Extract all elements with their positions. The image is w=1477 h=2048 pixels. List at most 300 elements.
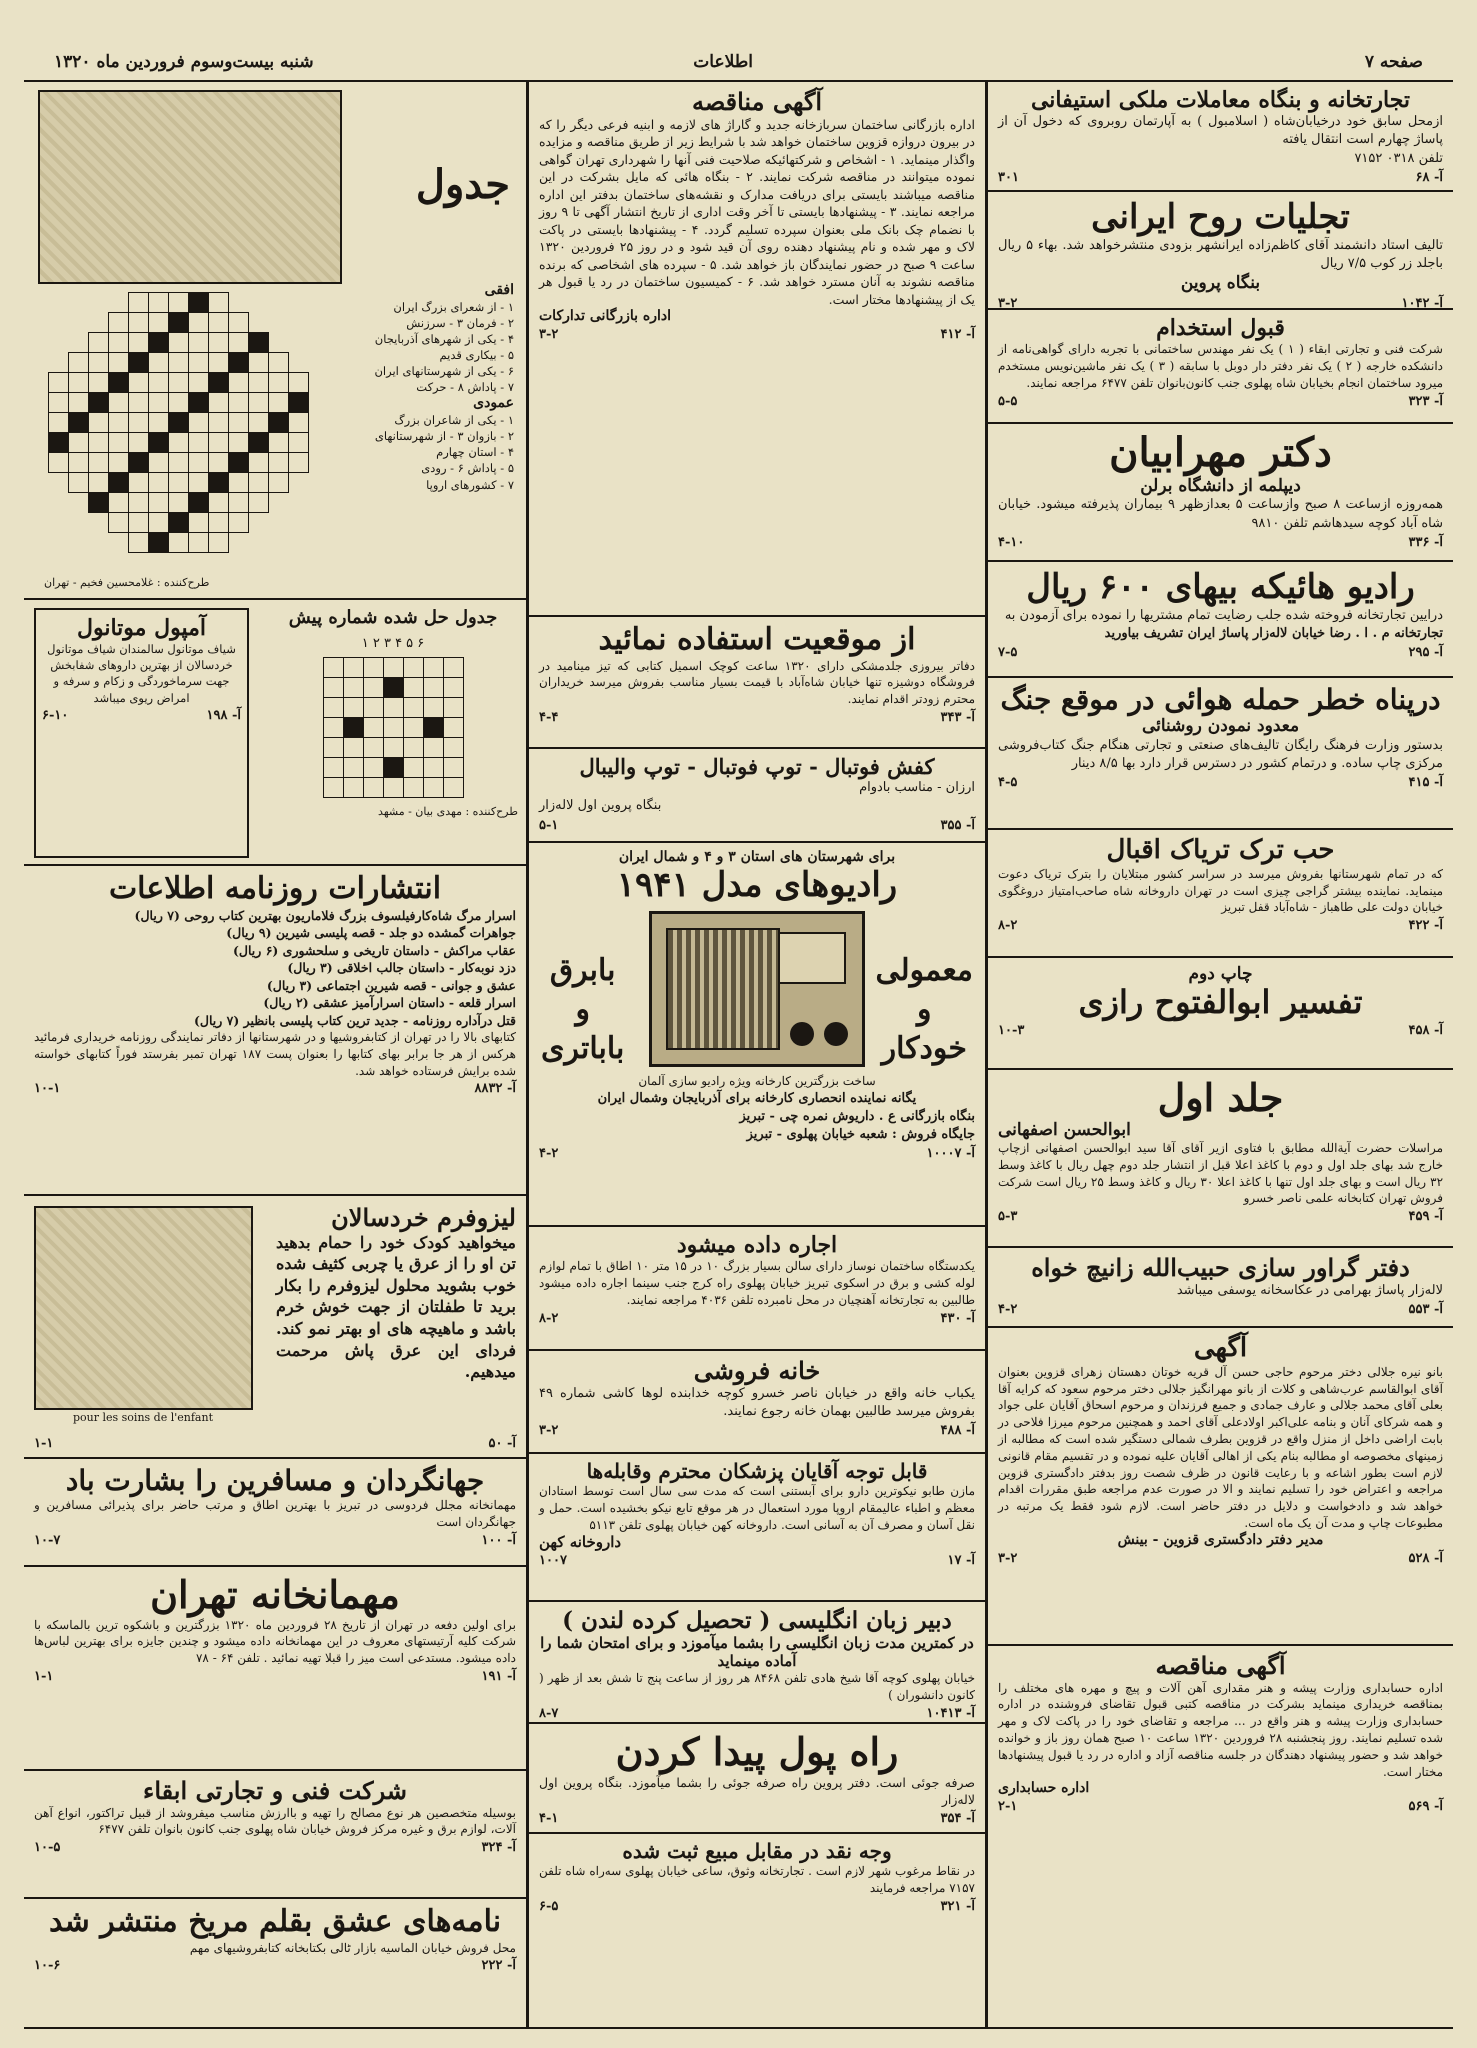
grid-cell: [249, 473, 269, 493]
grid-cell: [269, 413, 289, 433]
ad-body: دفاتر بیروزی جلدمشکی دارای ۱۳۲۰ ساعت کوچک اسمیل کتابی که تیز مینامید در فروشگاه دوشیزه تنها خیابان شاه‌آباد با قیمت بسیار مناسب بفروش میرسد خریداران محترم زودتر اقدام نمایند.: [539, 658, 975, 707]
ad-code: آ- ۱۰۴۲: [1401, 295, 1443, 310]
grid-cell: [129, 493, 149, 513]
grid-cell: [189, 473, 209, 493]
crossword-table: [48, 292, 309, 553]
grid-cell: [423, 777, 443, 797]
ad-title: دکتر مهرابیان: [1109, 429, 1332, 476]
grid-cell: [323, 737, 343, 757]
ad-ampoule-motanol: [34, 608, 249, 858]
grid-cell: [249, 433, 269, 453]
ad-title: وجه نقد در مقابل مبیع ثبت شده: [622, 1839, 892, 1863]
grid-cell: [149, 513, 169, 533]
grid-cell: [383, 657, 403, 677]
ad-air-raid: [988, 678, 1453, 830]
grid-cell: [289, 393, 309, 413]
ad-title: رادیو هائیکه بیهای ۶۰۰ ریال: [1026, 567, 1415, 607]
grid-cell: [269, 373, 289, 393]
ad-body: تالیف استاد دانشمند آقای کاظم‌زاده ایرانشهر بزودی منتشرخواهد شد. بهاء ۵ ریال باجلد زر کوب ۷/۵ ریال: [998, 238, 1444, 272]
ad-body: بدستور وزارت فرهنگ رایگان تالیف‌های صنعتی و تجارتی هنگام جنگ کتاب‌فروشی مرکزی چاپ ساده. و درتمام کشور در دسترس قرار دارد بها ۸/۵ دینار: [998, 737, 1443, 771]
grid-cell: [69, 513, 89, 533]
grid-cell: [189, 453, 209, 473]
ad-place: بنگاه پروین: [1180, 273, 1261, 294]
grid-cell: [69, 333, 89, 353]
grid-cell: [209, 333, 229, 353]
grid-cell: [149, 313, 169, 333]
grid-cell: [69, 493, 89, 513]
ad-title: راه پول پیدا کردن: [615, 1729, 899, 1774]
ad-tafsir: [988, 958, 1453, 1070]
ad-body: میخواهید کودک خود را حمام بدهید تن او را از عرق یا چربی کثیف شده خوب بشوید محلول لیزوفرم را بکار برید تا طفلتان از جهت خوش خرم باشد و ماهیچه های او بهتر نمو کند. فردای این عرق پاش مرحمت میدهیم.: [276, 1232, 516, 1382]
ad-make-money: [529, 1724, 985, 1834]
grid-cell: [289, 453, 309, 473]
radio-illustration: [649, 911, 865, 1067]
grid-cell: [383, 697, 403, 717]
grid-cell: [249, 353, 269, 373]
ad-title: نامه‌های عشق بقلم مریخ منتشر شد: [48, 1904, 502, 1939]
crossword-header-illustration: [38, 90, 342, 284]
grid-cell: [443, 717, 463, 737]
ad-for-rent: [529, 1227, 985, 1351]
grid-cell: [169, 313, 189, 333]
ad-number: ۳-۲: [539, 326, 559, 342]
ad-body: بوسیله متخصصین هر نوع مصالح را تهیه و باارزش مناسب میفروشد از قبیل تراکتور، انواع آهن آلات، لوازم برق و غیره مرکز فروش خیابان شاه پهلوی جنب کانون بانوان تلفن ۶۴۷۷: [34, 1805, 516, 1837]
ad-code: آ- ۶۸: [1415, 169, 1443, 185]
grid-cell: [69, 413, 89, 433]
grid-cell: [229, 453, 249, 473]
crossword-credit: طرح‌کننده : غلامحسین فخیم - تهران: [44, 575, 210, 589]
grid-cell: [49, 333, 69, 353]
grid-cell: [343, 757, 363, 777]
ad-body: محل فروش خیابان الماسیه بازار ٹالی بکتابخانه کتابفروشیهای مهم: [189, 1940, 516, 1955]
clue-item: ۵ - بیکاری قدیم: [439, 348, 514, 363]
grid-cell: [269, 333, 289, 353]
ad-address: تجارتخانه م . ا . رضا خیابان لاله‌زار پاساژ ایران تشریف بیاورید: [1104, 626, 1443, 642]
ad-english-teacher: [529, 1602, 985, 1724]
solved-puzzle-title: جدول حل شده شماره پیش: [288, 607, 498, 628]
publication-item: دزد نوبه‌کار - داستان جالب اخلاقی (۳ ریال): [287, 960, 516, 975]
grid-cell: [229, 533, 249, 553]
ad-code: آ- ۳۲۳: [1408, 393, 1443, 409]
grid-cell: [89, 313, 109, 333]
grid-cell: [323, 777, 343, 797]
ad-body: اداره بازرگانی ساختمان سربازخانه جدید و گاراژ های لازمه و ابنیه فرعی دیگر را که در بیرون دروازه قزوین ساختمان خواهد شد با شرایط زیر از طریق مناقصه و مزایده واگذار مینماید. ۱ - اشخاص و شرکتهائیکه صلاحیت فنی آنها را شهرداری تهران گواهی نموده میتوانند در مناقصه شرکت نمایند. ۲ - بنگاه هائی که مایل بشرکت در این مناقصه میباشند بایستی برای دریافت مدارک و نقشه‌های ساختمان بدفتر این اداره مراجعه نمایند. ۳ - پیشنهادها بایستی تا آخر وقت اداری از تاریخ انتشار آگهی تا ۹ روز با نضمام چک بانک ملی بعنوان سپرده تسلیم گردد. ۴ - پیشنهادها بایستی در پاکت لاک و مهر شده و نام پیشنهاد دهنده روی آن قید شود و در روز ۲۵ فروردین ۱۳۲۰ ساعت ۹ صبح در حضور نمایندگان باز خواهد شد. ۵ - سپرده های اشخاصی که برنده مناقصه نشوند به آنان مسترد خواهد شد. ۶ - کمیسیون ساختمان در رد یا قبول هر یک از پیشنهادها مختار است.: [539, 116, 976, 307]
grid-cell: [189, 393, 209, 413]
grid-cell: [49, 413, 69, 433]
radio-type-auto: خودکار: [881, 1031, 967, 1066]
ad-code: آ- ۵۲۸: [1408, 1550, 1443, 1566]
grid-cell: [189, 373, 209, 393]
ad-number: ۶-۵: [539, 1898, 559, 1914]
ad-body: اداره حسابداری وزارت پیشه و هنر مقداری آهن آلات و پیچ و مهره های مختلف را بمناقصه خریداری مینماید بشرکت در مناقصه کتبی قبول تقاضای فروشنده در اداره حسابداری وزارت پیشه و هنر واقع در ... مراجعه و تقاضای خود را در پاکت لاک و مهر شده تسلیم نمایند. روز پنجشنبه ۲۸ فروردین ۱۳۲۰ ساعت ۱۰ صبح همان روز باز و خوانده خواهد شد و حضور پیشنهاد دهندگان در جلسه مناقصه آزاد و اداره در رد یا قبول پیشنهادها مختار است.: [998, 1680, 1443, 1779]
ad-title: کفش فوتبال - توپ فوتبال - توپ والیبال: [579, 754, 935, 779]
grid-cell: [89, 293, 109, 313]
ad-code: آ- ۱۹۱: [481, 1669, 516, 1685]
grid-cell: [363, 757, 383, 777]
radio-type-normal: معمولی: [875, 953, 973, 988]
grid-cell: [383, 777, 403, 797]
ad-code: آ- ۲۲۲: [481, 1958, 516, 1974]
clue-item: ۷ - پاداش ۸ - حرکت: [416, 380, 514, 395]
grid-cell: [323, 657, 343, 677]
solved-puzzle-numbers: ۱ ۲ ۳ ۴ ۵ ۶: [361, 635, 425, 651]
grid-cell: [129, 513, 149, 533]
ad-code: آ- ۳۴۳: [940, 709, 975, 725]
ad-title: آگهی مناقصه: [691, 87, 823, 116]
grid-cell: [49, 493, 69, 513]
ad-title: انتشارات روزنامه اطلاعات: [108, 871, 442, 906]
ad-body: لاله‌زار پاساژ بهرامی در عکاسخانه یوسفی میباشد: [1176, 1282, 1443, 1298]
radio-dial: [778, 932, 846, 984]
ad-title: جلد اول: [1157, 1075, 1284, 1120]
ad-body: ارزان - مناسب بادوام: [859, 780, 975, 796]
grid-cell: [49, 533, 69, 553]
grid-cell: [249, 533, 269, 553]
ad-body: مازن طابو نیکوترین دارو برای آبستنی است که مدت سی سال است توسط استادان معظم و اطباء عالیمقام اروپا مورد استعمال در هر موقع تابع نیکو بخشیده است. حمل و نقل آسان و مصرف آن به آسانی است. داروخانه کهن خیابان پهلوی تلفن ۵۱۱۳: [539, 1484, 975, 1532]
ad-number: ۱۰-۱: [34, 1081, 61, 1097]
ad-code: آ- ۴۲۲: [1408, 918, 1443, 934]
grid-cell: [89, 513, 109, 533]
ad-number: ۳-۲: [998, 1550, 1018, 1566]
ad-lysoform: [24, 1196, 526, 1459]
grid-cell: [89, 453, 109, 473]
ad-body: مهمانخانه مجلل فردوسی در تبریز با بهترین اطاق و مرتب حاضر برای پذیرائی مسافرین و جهانگردان است: [34, 1498, 516, 1529]
ad-number: ۵-۱: [539, 817, 559, 833]
ad-tajalliyat: [988, 192, 1453, 310]
grid-cell: [209, 513, 229, 533]
ad-code: آ- ۳۲۴: [481, 1840, 516, 1856]
clue-item: ۴ - استان چهارم: [436, 445, 514, 460]
grid-cell: [149, 393, 169, 413]
grid-cell: [69, 433, 89, 453]
ad-body: درایین تجارتخانه فروخته شده جلب رضایت تمام مشتریها را نموده برای آزمودن به: [1004, 608, 1443, 624]
grid-cell: [229, 493, 249, 513]
grid-cell: [249, 313, 269, 333]
grid-cell: [323, 677, 343, 697]
publication-item: اسرار قلعه - داستان اسرارآمیز عشقی (۲ ریال): [263, 995, 516, 1010]
grid-cell: [269, 293, 289, 313]
grid-cell: [129, 473, 149, 493]
ad-dr-mehrabian: [988, 424, 1453, 562]
radio-representative: یگانه نماینده انحصاری کارخانه برای آذربایجان وشمال ایران: [597, 1090, 917, 1106]
crossword-grid: [48, 292, 309, 553]
grid-cell: [269, 393, 289, 413]
ad-notice-qazvin: [988, 1328, 1453, 1646]
grid-cell: [129, 293, 149, 313]
grid-cell: [403, 657, 423, 677]
ad-house-sale: [529, 1351, 985, 1454]
grid-cell: [149, 533, 169, 553]
grid-cell: [89, 493, 109, 513]
crossword-logo: جدول: [415, 161, 510, 208]
ad-body: مراسلات حضرت آیةالله مطابق با فتاوی ازیر آقای آقا سید ابوالحسن اصفهانی ازچاپ خارج شد بهای جلد اول و دوم با کاغذ اعلا قبل از انتشار جلد دوم چهل ریال با کاغذ وسط ۳۲ ریال است و بهای جلد اول تنها با کاغذ اعلا ۳۰ ریال و کاغذ وسط ۲۵ ریال است شرکت فروش تهران کتابخانه علمی ناصر خسرو: [998, 1141, 1444, 1206]
grid-cell: [443, 657, 463, 677]
grid-cell: [169, 413, 189, 433]
grid-cell: [403, 777, 423, 797]
ad-code: آ- ۱۰۰: [481, 1532, 516, 1548]
grid-cell: [289, 513, 309, 533]
grid-cell: [343, 737, 363, 757]
ad-body: ازمحل سابق خود درخیابان‌شاه ( اسلامبول ) به آپارتمان روبروی که دخول آن از پاساژ چهارم است انتقال یافته: [998, 114, 1443, 148]
grid-cell: [443, 677, 463, 697]
grid-cell: [209, 293, 229, 313]
grid-cell: [189, 353, 209, 373]
ad-number: ۵-۵: [998, 393, 1018, 409]
grid-cell: [169, 393, 189, 413]
publication-item: عشق و جوانی - قصه شیرین اجتماعی (۳ ریال): [266, 977, 516, 993]
grid-cell: [443, 697, 463, 717]
ad-love-letters: [24, 1899, 526, 1989]
grid-cell: [149, 293, 169, 313]
ad-code: آ- ۵۵۳: [1408, 1301, 1443, 1317]
grid-cell: [383, 717, 403, 737]
grid-cell: [209, 353, 229, 373]
grid-cell: [383, 737, 403, 757]
grid-cell: [209, 433, 229, 453]
ad-number: ۴-۴: [539, 709, 559, 725]
ad-code: آ- ۴۱۲: [940, 326, 975, 342]
ad-ebgha-company: [24, 1771, 526, 1899]
ad-volume-one: [988, 1070, 1453, 1248]
grid-cell: [69, 293, 89, 313]
grid-cell: [69, 373, 89, 393]
ad-title: جهانگردان و مسافرین را بشارت باد: [65, 1464, 485, 1497]
clues-down-title: عمودی: [473, 395, 514, 412]
grid-cell: [289, 413, 309, 433]
grid-cell: [363, 657, 383, 677]
ad-title: اجاره داده میشود: [676, 1232, 838, 1258]
ad-body: کتابهای بالا را در تهران از کتابفروشیها و در شهرستانها از دفاتر نمایندگی روزنامه خریداری فرمائید هرکس از هر جا برابر بهای کتابها را بعنوان پست ۱۸۷ تهران تمبر بفرستد فوراً کتابهای خواسته شده برایش فرستاده خواهد شد.: [34, 1030, 516, 1078]
illustration-caption: pour les soins de l'enfant: [72, 1411, 213, 1424]
grid-cell: [189, 413, 209, 433]
clue-item: ۲ - فرمان ۳ - سرزنش: [406, 315, 514, 330]
grid-cell: [129, 433, 149, 453]
grid-cell: [109, 453, 129, 473]
ad-title: مهمانخانه تهران: [150, 1572, 400, 1617]
grid-cell: [189, 433, 209, 453]
grid-cell: [403, 677, 423, 697]
ad-title: درپناه خطر حمله هوائی در موقع جنگ: [1000, 683, 1441, 716]
grid-cell: [323, 697, 343, 717]
clue-item: ۵ - پاداش ۶ - رودی: [421, 461, 514, 476]
grid-cell: [269, 493, 289, 513]
grid-cell: [289, 313, 309, 333]
header-page-number: صفحه ۷: [1364, 52, 1423, 72]
clue-item: ۱ - از شعرای بزرگ ایران: [393, 299, 514, 314]
ad-number: ۱۰-۵: [34, 1840, 61, 1856]
ad-body: شیاف موتانول سالمندان شیاف موتانول خردسالان از بهترین داروهای شفابخش جهت سرماخوردگی و زکام و سرفه و امراض ریوی میباشد: [47, 642, 236, 705]
grid-cell: [229, 353, 249, 373]
grid-cell: [89, 533, 109, 553]
ad-number: ۷-۵: [998, 645, 1018, 661]
grid-cell: [149, 473, 169, 493]
grid-cell: [269, 353, 289, 373]
ad-title: آمپول موتانول: [77, 615, 206, 641]
ad-number: ۱۰-۳: [998, 1023, 1025, 1039]
child-bath-illustration: [34, 1206, 253, 1410]
ad-title: شرکت فنی و تجارتی ابقاء: [143, 1776, 407, 1805]
ad-number: ۲-۱: [998, 1799, 1018, 1815]
grid-cell: [383, 677, 403, 697]
grid-cell: [443, 757, 463, 777]
ad-pretitle: برای شهرستان های استان ۳ و ۴ و شمال ایران: [618, 849, 896, 865]
grid-cell: [129, 413, 149, 433]
ad-code: آ- ۱۷: [947, 1553, 975, 1569]
grid-cell: [189, 533, 209, 553]
grid-cell: [109, 473, 129, 493]
grid-cell: [109, 393, 129, 413]
grid-cell: [89, 333, 109, 353]
middle-column: [529, 82, 985, 2027]
ad-code: آ- ۳۵۵: [940, 817, 975, 833]
grid-cell: [149, 353, 169, 373]
ad-code: آ- ۱۰۴۱۳: [926, 1706, 975, 1722]
grid-cell: [49, 433, 69, 453]
ad-tender-ministry: [988, 1646, 1453, 1843]
grid-cell: [169, 513, 189, 533]
radio-conjunction: و: [575, 992, 590, 1027]
radio-maker: ساخت بزرگترین کارخانه ویژه رادیو سازی آلمان: [638, 1073, 876, 1088]
grid-cell: [209, 413, 229, 433]
grid-cell: [363, 717, 383, 737]
grid-cell: [289, 293, 309, 313]
grid-cell: [229, 393, 249, 413]
ad-code: آ- ۳۳۶: [1408, 534, 1443, 550]
grid-cell: [209, 393, 229, 413]
radio-power-electric: بابرق: [549, 953, 616, 988]
grid-cell: [169, 533, 189, 553]
ad-title: قبول استخدام: [1156, 315, 1285, 341]
grid-cell: [109, 333, 129, 353]
grid-cell: [189, 513, 209, 533]
page-header: [24, 48, 1453, 78]
grid-cell: [109, 493, 129, 513]
ad-title: لیزوفرم خردسالان: [331, 1203, 516, 1232]
grid-cell: [289, 433, 309, 453]
grid-cell: [169, 353, 189, 373]
grid-cell: [209, 493, 229, 513]
ad-code: آ- ۱۰۰۰۷: [926, 1146, 975, 1162]
clues-across: [349, 299, 514, 396]
grid-cell: [169, 453, 189, 473]
grid-cell: [49, 453, 69, 473]
ad-code: آ- ۴۵۸: [1408, 1023, 1443, 1039]
ad-number: ۸-۲: [539, 1310, 559, 1326]
ad-number: ۸-۲: [998, 918, 1018, 934]
grid-cell: [423, 717, 443, 737]
grid-cell: [289, 473, 309, 493]
ad-opportunity: [529, 617, 985, 749]
grid-cell: [69, 313, 89, 333]
grid-cell: [109, 293, 129, 313]
grid-cell: [49, 473, 69, 493]
grid-cell: [149, 333, 169, 353]
ad-number: ۵-۳: [998, 1209, 1018, 1225]
ad-opium-pill: [988, 830, 1453, 958]
grid-cell: [69, 353, 89, 373]
grid-cell: [363, 777, 383, 797]
grid-cell: [209, 453, 229, 473]
ad-number: ۴-۱۰: [998, 534, 1025, 550]
grid-cell: [423, 757, 443, 777]
ad-body: بانو نیره جلالی دختر مرحوم حاجی حسن آل قریه خوتان دهستان زهرای قزوین بعنوان آقای ابوالقاسم عرب‌شاهی و کلات از بانو مهرانگیز جلالی دختر مرحوم سعود که کرایه آقا بعلی آقای محمد جلالی و عارف جمادی و جمیع فرزندان و مرحوم اسحاق آقایان علی جواد و همه شرکای آنان و بنامه علی‌اکبر اولادعلی آقای احمد و همچنین مرحوم میرزا فلاحی در بابت اراضی داخل از منزل واقع در قزوین بطرف شمالی دستگیر شده است که مطالبه از زمینهای مخصوصه او مطالبه بنام یکی از اهالی آقایان علیه نموده و در تقسیم مقام قانونی لازم است بطور اشاعه و با رعایت قانون در ظرف شصت روز بدفتر دادگستری قزوین مراجعه و اعتراض خود را تسلیم نمایند و الا در صورت عدم مراجعه طبق مقررات اقدام خواهد شد و دادخواست و دلایل در دفتر حاضر است. لازم شود فقط یک مرتبه در مطبوعات چاپ و مدت آن یک ماه است.: [998, 1364, 1444, 1531]
grid-cell: [149, 413, 169, 433]
ad-football: [529, 749, 985, 843]
grid-cell: [89, 353, 109, 373]
ad-code: آ- ۵۰: [488, 1436, 516, 1451]
ad-estifani: [988, 82, 1453, 192]
clue-item: ۱ - یکی از شاعران بزرگ: [394, 413, 514, 428]
grid-cell: [89, 393, 109, 413]
grid-cell: [229, 313, 249, 333]
grid-cell: [69, 453, 89, 473]
ad-code: آ- ۸۸۳۲: [474, 1081, 516, 1097]
grid-cell: [169, 433, 189, 453]
grid-cell: [89, 433, 109, 453]
grid-cell: [443, 777, 463, 797]
grid-cell: [269, 513, 289, 533]
ad-title: تجارتخانه و بنگاه معاملات ملکی استیفانی: [1030, 87, 1411, 113]
grid-cell: [169, 493, 189, 513]
ad-body: صرفه جوئی است. دفتر پروین راه صرفه جوئی را بشما میآموزد. بنگاه پروین اول لاله‌زار: [539, 1774, 975, 1808]
ad-number: ۱۰-۶: [34, 1958, 61, 1974]
publication-item: عقاب مراکش - داستان تاریخی و سلحشوری (۶ ریال): [233, 942, 516, 958]
grid-cell: [229, 373, 249, 393]
ad-cash-loan: [529, 1834, 985, 1927]
grid-cell: [229, 333, 249, 353]
crossword-box: [24, 82, 526, 600]
grid-cell: [129, 453, 149, 473]
ad-code: آ- ۴۳۰: [940, 1310, 975, 1326]
grid-cell: [249, 453, 269, 473]
grid-cell: [403, 697, 423, 717]
grid-cell: [49, 393, 69, 413]
grid-cell: [343, 697, 363, 717]
grid-cell: [209, 313, 229, 333]
clues-down: [349, 412, 514, 492]
grid-cell: [229, 513, 249, 533]
ad-number: ۳۰۱: [998, 169, 1019, 185]
ad-code: آ- ۴۸۸: [940, 1422, 975, 1438]
ad-code: آ- ۱۹۸: [206, 707, 241, 723]
ad-number: ۴-۲: [998, 1301, 1018, 1317]
radio-agent: بنگاه بازرگانی ع . داریوش نمره چی - تبریز: [739, 1108, 975, 1124]
grid-cell: [363, 677, 383, 697]
ad-body: که در تمام شهرستانها بفروش میرسد در سراسر کشور مبتلایان را بترک تریاک دعوت مینماید. نماینده بیشتر گراجی چیزی است در تهران داروخانه شاه صاحب‌امتیاز دروغگوی خیابان دولت علی طاهباز - شاه‌آباد قفل تبریز: [998, 866, 1443, 915]
grid-cell: [423, 737, 443, 757]
ad-code: آ- ۲۹۵: [1408, 645, 1443, 661]
ad-title: دفتر گراور سازی حبیب‌الله زانیچ خواه: [1031, 1253, 1410, 1282]
ad-hotel-tehran: [24, 1567, 526, 1771]
header-date: شنبه بیست‌وسوم فروردین ماه ۱۳۲۰: [54, 52, 314, 72]
radio-speaker-grille: [666, 928, 780, 1050]
ad-title: تجلیات روح ایرانی: [1091, 197, 1350, 237]
grid-cell: [363, 737, 383, 757]
ad-title: حب ترک تریاک اقبال: [1106, 835, 1335, 865]
grid-cell: [229, 433, 249, 453]
ad-title: قابل توجه آقایان پزشکان محترم وقابله‌ها: [586, 1459, 928, 1483]
ad-body: خیابان پهلوی کوچه آقا شیخ هادی تلفن ۸۴۶۸ هر روز از ساعت پنج تا شش بعد از ظهر ( کانون دانشوران ): [539, 1671, 975, 1703]
solved-puzzle: [268, 608, 518, 819]
grid-cell: [343, 777, 363, 797]
grid-cell: [149, 453, 169, 473]
grid-cell: [289, 333, 309, 353]
grid-cell: [149, 433, 169, 453]
ad-body: برای اولین دفعه در تهران از تاریخ ۲۸ فروردین ماه ۱۳۲۰ بزرگترین و باشکوه ترین بالماسکه با شرکت کلیه آرتیستهای معروف در این مهمانخانه داده میشود و چندین جایزه برای بهترین لباس‌ها داده میشود. مستدعی است میز را قبلا تهیه نمائید . تلفن ۶۴ - ۷۸: [34, 1617, 516, 1666]
ad-radio-600: [988, 562, 1453, 678]
grid-cell: [229, 293, 249, 313]
ad-number: ۴-۲: [539, 1146, 559, 1162]
